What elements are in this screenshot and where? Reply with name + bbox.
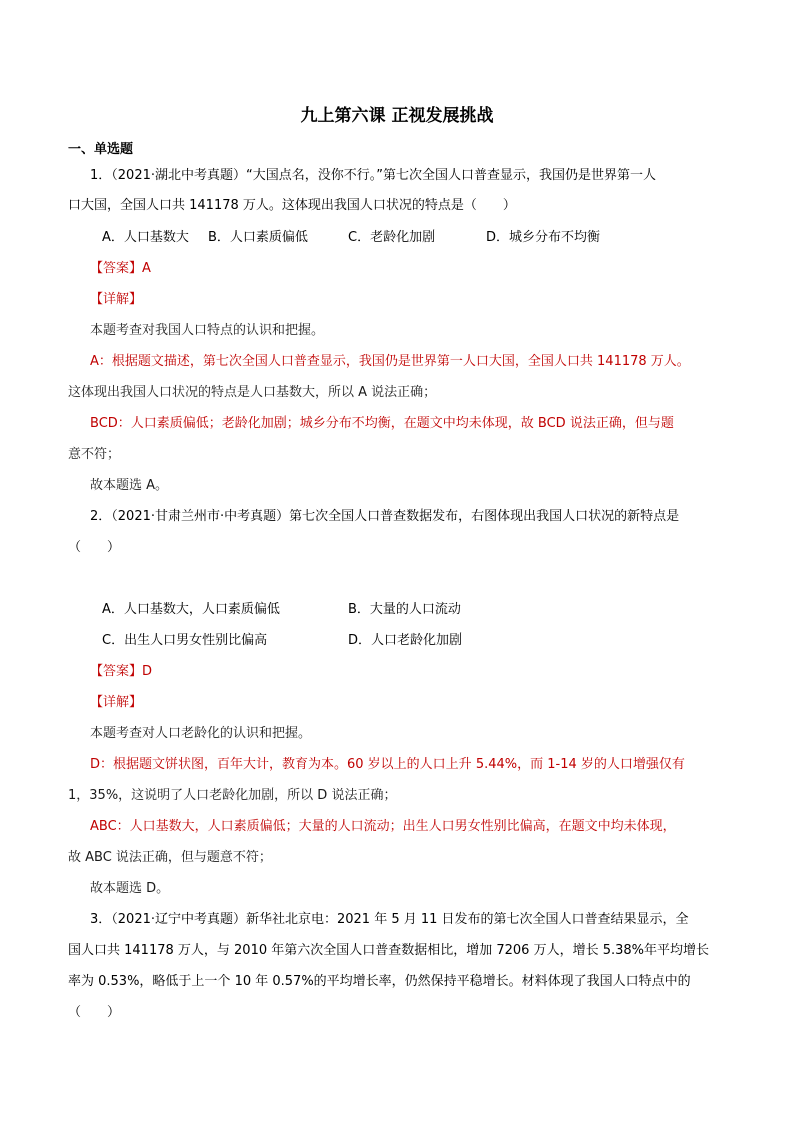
q1-detail-label: 【详解】 — [90, 292, 143, 307]
q2-stem-line1: 2．（2021·甘肃兰州市·中考真题）第七次全国人口普查数据发布，右图体现出我国人口状况的新特点是 — [90, 509, 680, 524]
q3-stem-line4: （ ） — [68, 1005, 121, 1020]
q1-option-c: C．老龄化加剧 — [348, 230, 436, 245]
q3-stem-line3: 率为 0.53%，略低于上一个 10 年 0.57%的平均增长率，仍然保持平稳增长。材料体现了我国人口特点中的 — [68, 974, 691, 989]
q2-option-d: D．人口老龄化加剧 — [348, 633, 463, 648]
q2-option-a: A．人口基数大，人口素质偏低 — [102, 602, 280, 617]
q1-conclusion: 故本题选 A。 — [90, 478, 169, 493]
q2-explanation-5: 故 ABC 说法正确，但与题意不符； — [68, 850, 272, 865]
q1-option-b: B．人口素质偏低 — [208, 230, 308, 245]
q2-explanation-3: 1，35%，这说明了人口老龄化加剧，所以 D 说法正确； — [68, 788, 397, 803]
q2-explanation-4: ABC：人口基数大，人口素质偏低；大量的人口流动；出生人口男女性别比偏高，在题文中均未体现， — [90, 819, 676, 834]
q2-explanation-1: 本题考查对人口老龄化的认识和把握。 — [90, 726, 312, 741]
q3-stem-line2: 国人口共 141178 万人，与 2010 年第六次全国人口普查数据相比，增加 7206 万人，增长 5.38%年平均增长 — [68, 943, 710, 958]
q2-conclusion: 故本题选 D。 — [90, 881, 170, 896]
q2-detail-label: 【详解】 — [90, 695, 143, 710]
q2-answer: 【答案】D — [90, 664, 153, 679]
q3-stem-line1: 3．（2021·辽宁中考真题）新华社北京电：2021 年 5 月 11 日发布的第七次全国人口普查结果显示，全 — [90, 912, 689, 927]
q1-option-a: A．人口基数大 — [102, 230, 189, 245]
q1-explanation-1: 本题考查对我国人口特点的认识和把握。 — [90, 323, 325, 338]
q1-answer: 【答案】A — [90, 261, 151, 276]
q2-explanation-2: D：根据题文饼状图，百年大计，教育为本。60 岁以上的人口上升 5.44%，而 1-14 岁的人口增强仅有 — [90, 757, 685, 772]
q2-option-c: C．出生人口男女性别比偏高 — [102, 633, 268, 648]
q2-stem-line2: （ ） — [68, 540, 121, 555]
q1-stem-line1: 1．（2021·湖北中考真题）“大国点名，没你不行。”第七次全国人口普查显示，我国仍是世界第一人 — [90, 168, 656, 183]
q1-option-d: D．城乡分布不均衡 — [486, 230, 601, 245]
q1-stem-line2: 口大国，全国人口共 141178 万人。这体现出我国人口状况的特点是（ ） — [68, 198, 516, 213]
q1-explanation-2: A：根据题文描述，第七次全国人口普查显示，我国仍是世界第一人口大国，全国人口共 141178 万人。 — [90, 354, 690, 369]
q2-option-b: B．大量的人口流动 — [348, 602, 461, 617]
q1-explanation-4: BCD：人口素质偏低；老龄化加剧；城乡分布不均衡，在题文中均未体现，故 BCD 说法正确，但与题 — [90, 416, 674, 431]
section-heading: 一、单选题 — [68, 142, 134, 157]
q1-explanation-5: 意不符； — [68, 447, 121, 462]
q1-explanation-3: 这体现出我国人口状况的特点是人口基数大，所以 A 说法正确； — [68, 385, 437, 400]
page-title: 九上第六课 正视发展挑战 — [300, 106, 494, 126]
